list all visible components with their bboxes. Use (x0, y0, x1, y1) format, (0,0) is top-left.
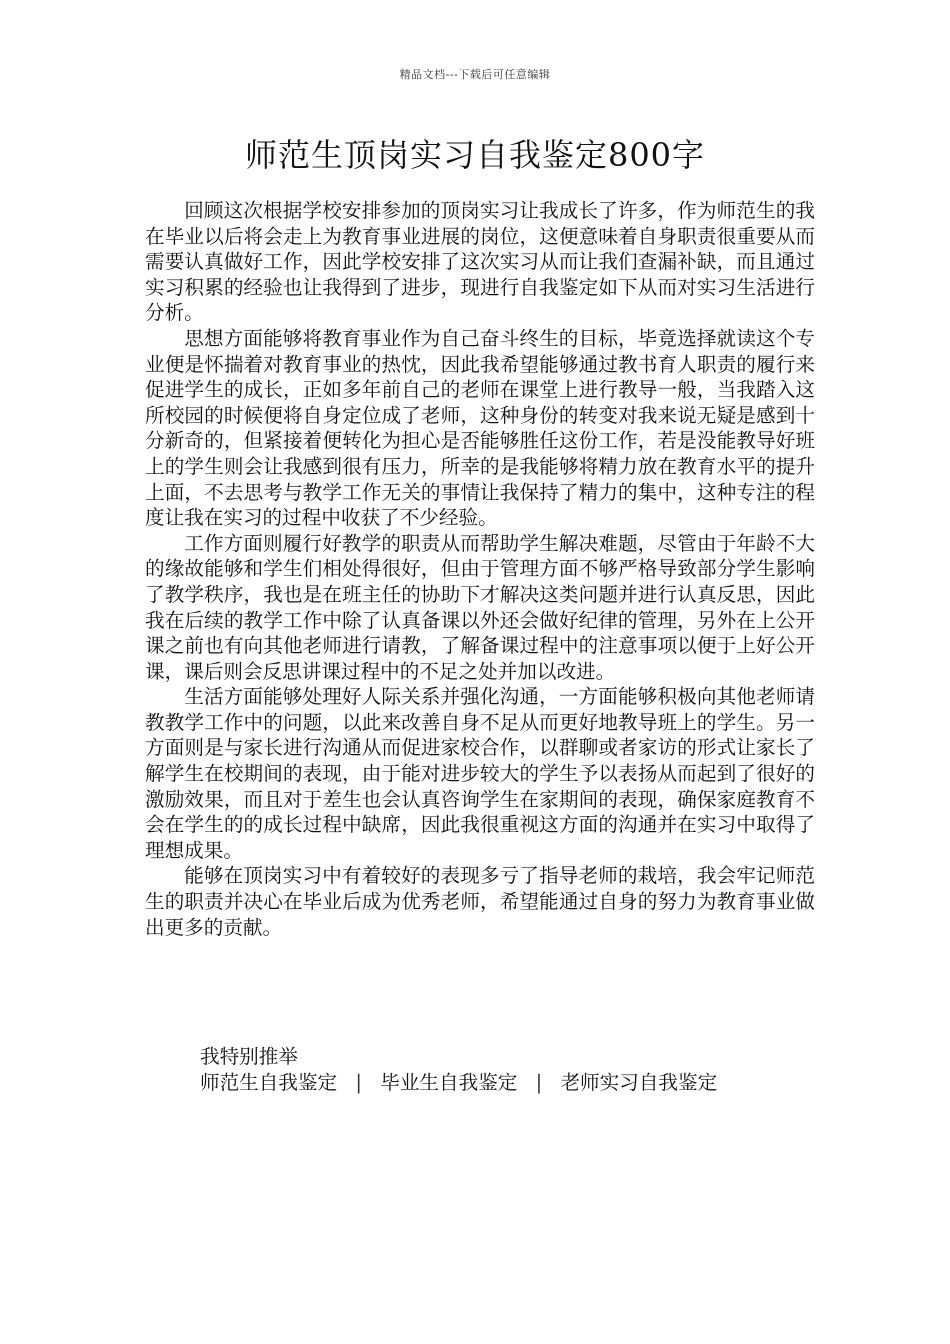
link-separator: | (355, 1071, 362, 1094)
header-note: 精品文档---下载后可任意编辑 (399, 68, 551, 81)
document-title: 师范生顶岗实习自我鉴定800字 (244, 136, 706, 174)
paragraph-intro: 回顾这次根据学校安排参加的顶岗实习让我成长了许多，作为师范生的我在毕业以后将会走上为教育事业进展的岗位，这便意味着自身职责很重要从而需要认真做好工作，因此学校安排了这次实习从而让我们查漏补缺，而且通过实习积累的经验也让我得到了进步，现进行自我鉴定如下从而对实习生活进行分析。 (145, 199, 815, 325)
recommend-links (200, 1070, 717, 1096)
recommend-link-teacher-student[interactable]: 师范生自我鉴定 (200, 1071, 338, 1094)
recommend-link-teacher-internship[interactable]: 老师实习自我鉴定 (560, 1071, 718, 1094)
document-body (145, 198, 815, 940)
paragraph-life: 生活方面能够处理好人际关系并强化沟通，一方面能够积极向其他老师请教教学工作中的问题，以此来改善自身不足从而更好地教导班上的学生。另一方面则是与家长进行沟通从而促进家校合作，以群聊或者家访的形式让家长了解学生在校期间的表现，由于能对进步较大的学生予以表扬从而起到了很好的激励效果，而且对于差生也会认真咨询学生在家期间的表现，确保家庭教育不会在学生的的成长过程中缺席，因此我很重视这方面的沟通并在实习中取得了理想成果。 (145, 685, 815, 862)
recommend-title: 我特别推举 (200, 1045, 298, 1068)
paragraph-conclusion: 能够在顶岗实习中有着较好的表现多亏了指导老师的栽培，我会牢记师范生的职责并决心在毕业后成为优秀老师，希望能通过自身的努力为教育事业做出更多的贡献。 (145, 864, 815, 939)
paragraph-work: 工作方面则履行好教学的职责从而帮助学生解决难题，尽管由于年龄不大的缘故能够和学生们相处得很好，但由于管理方面不够严格导致部分学生影响了教学秩序，我也是在班主任的协助下才解决这类问题并进行认真反思，因此我在后续的教学工作中除了认真备课以外还会做好纪律的管理，另外在上公开课之前也有向其他老师进行请教，了解备课过程中的注意事项以便于上好公开课，课后则会反思讲课过程中的不足之处并加以改进。 (145, 531, 815, 683)
recommend-link-graduate[interactable]: 毕业生自我鉴定 (380, 1071, 518, 1094)
link-separator: | (535, 1071, 543, 1094)
paragraph-thought: 思想方面能够将教育事业作为自己奋斗终生的目标，毕竟选择就读这个专业便是怀揣着对教育事业的热忱，因此我希望能够通过教书育人职责的履行来促进学生的成长，正如多年前自己的老师在课堂上进行教导一般，当我踏入这所校园的时候便将自身定位成了老师，这种身份的转变对我来说无疑是感到十分新奇的，但紧接着便转化为担心是否能够胜任这份工作，若是没能教导好班上的学生则会让我感到很有压力，所幸的是我能够将精力放在教育水平的提升上面，不去思考与教学工作无关的事情让我保持了精力的集中，这种专注的程度让我在实习的过程中收获了不少经验。 (145, 326, 815, 530)
recommend-section (200, 1044, 717, 1096)
